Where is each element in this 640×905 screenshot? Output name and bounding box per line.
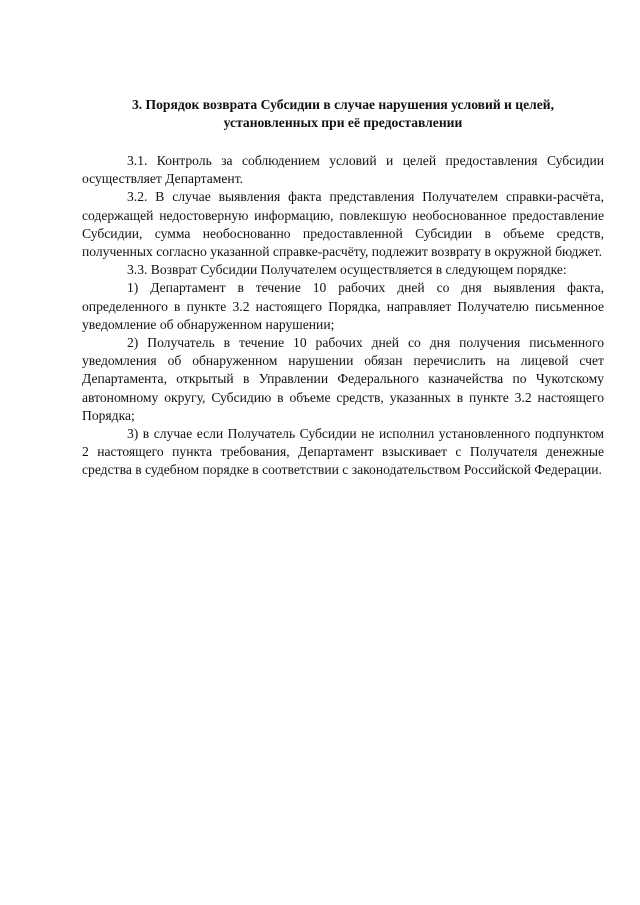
- document-body: [82, 152, 604, 480]
- section-heading-line-1: 3. Порядок возврата Субсидии в случае нарушения условий и целей,: [131, 97, 555, 112]
- subparagraph-3: 3) в случае если Получатель Субсидии не исполнил установленного подпунктом 2 настоящего пункта требования, Департамент взыскивает с Получателя денежные средства в судебном порядке в соответствии с законодательством Российской Федерации.: [82, 426, 604, 478]
- subparagraph-2: 2) Получатель в течение 10 рабочих дней со дня получения письменного уведомления об обнаруженном нарушении обязан перечислить на лицевой счет Департамента, открытый в Управлении Федерального казначейства по Чукотскому автономному округу, Субсидию в объеме средств, указанных в пункте 3.2 настоящего Порядка;: [82, 335, 604, 423]
- document-content: [82, 96, 604, 480]
- section-heading-line-2: установленных при её предоставлении: [223, 115, 463, 130]
- paragraph-3-3: 3.3. Возврат Субсидии Получателем осуществляется в следующем порядке:: [127, 262, 567, 278]
- section-heading: [82, 96, 604, 132]
- paragraph-3-2: 3.2. В случае выявления факта представления Получателем справки-расчёта, содержащей недостоверную информацию, повлекшую необоснованное предоставление Субсидии, сумма необоснованно предоставленной Субсидии в объеме средств, полученных согласно указанной справке-расчёту, подлежит возврату в окружной бюджет.: [82, 189, 604, 260]
- subparagraph-1: 1) Департамент в течение 10 рабочих дней со дня выявления факта, определенного в пункте 3.2 настоящего Порядка, направляет Получателю письменное уведомление об обнаруженном нарушении;: [82, 280, 604, 332]
- paragraph-3-1: 3.1. Контроль за соблюдением условий и целей предоставления Субсидии осуществляет Департамент.: [82, 153, 604, 187]
